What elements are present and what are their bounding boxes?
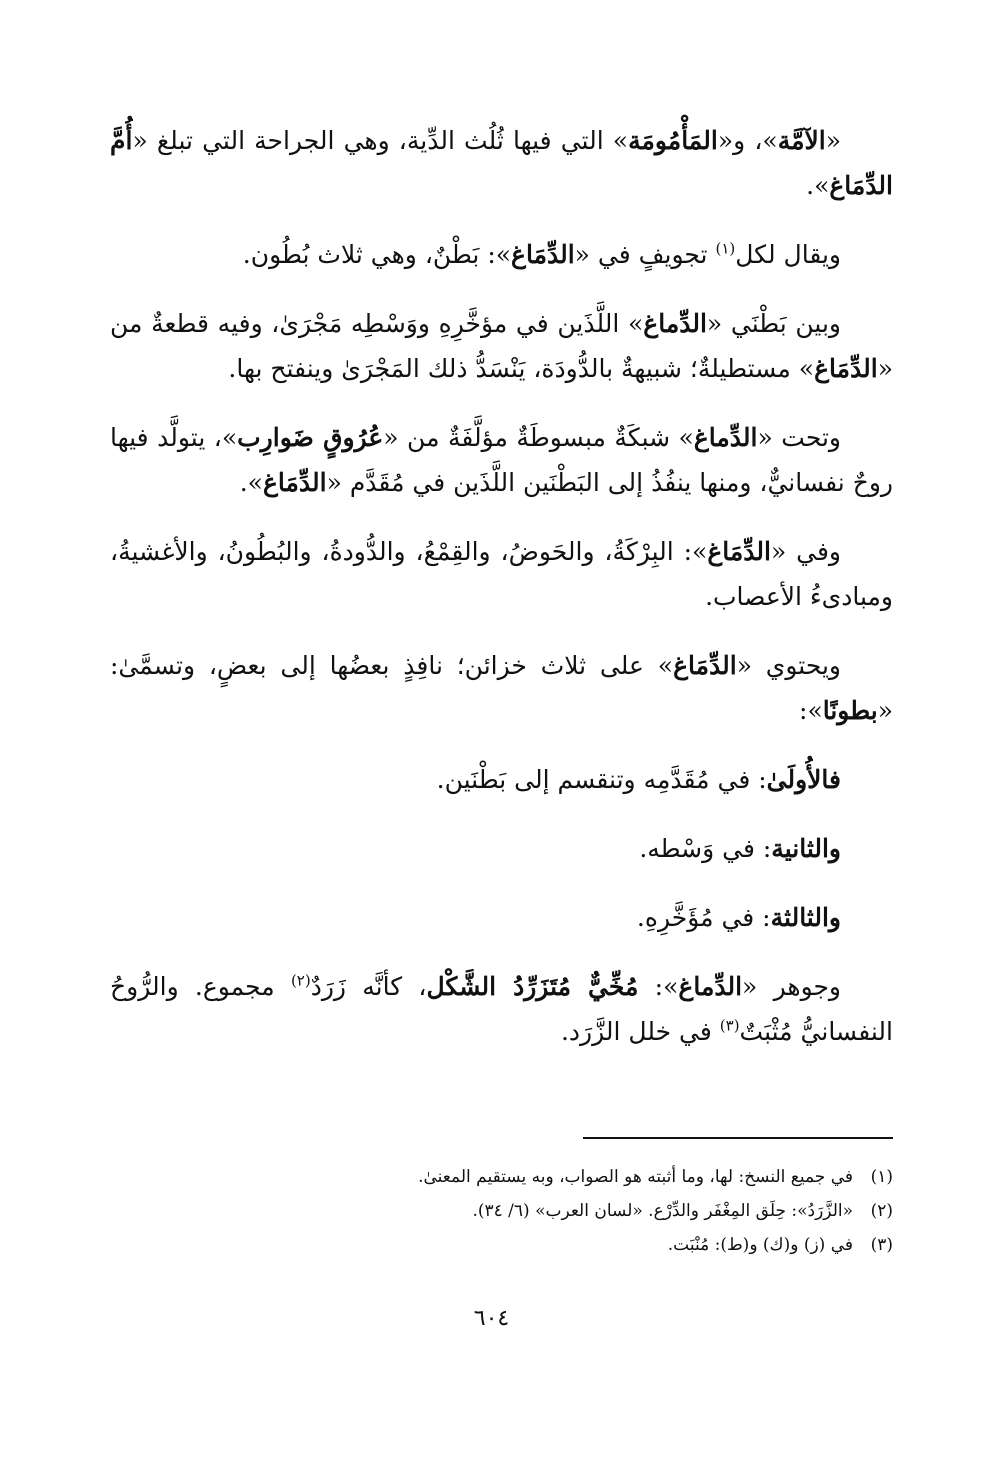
text-segment: وبين بَطْنَي « xyxy=(706,309,841,338)
text-segment: ويحتوي « xyxy=(736,651,841,680)
term-bold: الدِّمَاغ xyxy=(673,651,737,680)
list-item-first xyxy=(110,757,893,802)
list-text: : في مُقَدَّمِه وتنقسم إلى بَطْنَين. xyxy=(436,765,767,794)
list-item-second xyxy=(110,826,893,871)
term-bold: الدِّمَاغ xyxy=(707,537,771,566)
text-segment: »: xyxy=(638,972,679,1001)
footnote-divider xyxy=(583,1137,893,1139)
footnote-text: في جميع النسخ: لها، وما أثبته هو الصواب، وبه يستقيم المعنىٰ. xyxy=(418,1167,853,1187)
footnote-text: «الزَّرَدُ»: حِلَق المِغْفَر والدِّرْع. «لسان العرب» (٦/ ٣٤). xyxy=(472,1201,853,1221)
term-bold: الآمَّة xyxy=(777,126,826,155)
text-segment: »، يتولَّد فيها روحٌ نفسانيٌّ، ومنها ينفُذُ إلى البَطْنَين اللَّذَين في مُقَدَّم « xyxy=(110,423,893,497)
text-segment: في خلل الزَّرَد. xyxy=(560,1017,720,1046)
text-segment: ، كأنَّه زَرَدٌ xyxy=(310,972,427,1001)
list-text: : في وَسْطه. xyxy=(639,834,772,863)
list-label: والثالثة xyxy=(770,903,841,932)
footnote-1 xyxy=(110,1160,893,1194)
text-segment: ويقال لكل xyxy=(735,240,841,269)
term-bold: أُمَّ الدِّمَاغ xyxy=(110,126,893,200)
text-segment: « xyxy=(825,126,841,155)
text-segment: وجوهر « xyxy=(742,972,842,1001)
term-bold: عُرُوقٍ ضَوارِب xyxy=(237,423,384,452)
text-segment: » على ثلاث خزائن؛ نافِذٍ بعضُها إلى بعضٍ، وتسمَّىٰ: « xyxy=(110,651,893,725)
footnote-marker: (٢) xyxy=(290,971,311,990)
term-bold: الدِّماغ xyxy=(643,309,707,338)
footnotes xyxy=(110,1160,893,1262)
list-label: والثانية xyxy=(771,834,841,863)
text-segment: مجموع. والرُّوحُ النفسانيُّ مُثْبَتٌ xyxy=(110,972,893,1046)
list-label: فالأُولَىٰ xyxy=(766,765,841,794)
term-bold: الدِّماغ xyxy=(678,972,743,1001)
text-segment: » مستطيلةٌ؛ شبيهةٌ بالدُّودَة، يَنْسَدُّ ذلك المَجْرَىٰ وينفتح بها. xyxy=(228,354,815,383)
term-bold: المَأْمُومَة xyxy=(628,126,718,155)
page-number: ٦٠٤ xyxy=(473,1306,510,1331)
term-bold: بطونًا xyxy=(822,696,878,725)
text-segment: »، و« xyxy=(717,126,778,155)
text-segment: »: xyxy=(799,696,823,725)
text-segment: »: بَطْنٌ، وهي ثلاث بُطُون. xyxy=(242,240,512,269)
list-item-third xyxy=(110,895,893,940)
text-segment: » اللَّذَين في مؤخَّرِهِ ووَسْطِه مَجْرَىٰ، وفيه قطعةٌ من « xyxy=(110,309,893,383)
paragraph-4 xyxy=(110,415,893,505)
text-segment: وتحت « xyxy=(757,423,841,452)
footnote-marker: (٣) xyxy=(719,1016,740,1035)
main-text xyxy=(110,118,893,1078)
footnote-number: (٢) xyxy=(870,1201,893,1221)
text-segment: ». xyxy=(806,171,830,200)
paragraph-1 xyxy=(110,118,893,208)
paragraph-5 xyxy=(110,529,893,619)
footnote-number: (١) xyxy=(870,1167,893,1187)
paragraph-6 xyxy=(110,643,893,733)
footnote-3 xyxy=(110,1228,893,1262)
footnote-number: (٣) xyxy=(870,1235,893,1255)
text-segment: وفي « xyxy=(770,537,841,566)
footnote-marker: (١) xyxy=(715,239,736,258)
text-segment: » شبكَةٌ مبسوطَةٌ مؤلَّفَةٌ من « xyxy=(383,423,694,452)
paragraph-7 xyxy=(110,964,893,1054)
term-bold: الدِّمَاغ xyxy=(511,240,575,269)
paragraph-2 xyxy=(110,232,893,277)
text-segment: ». xyxy=(239,468,263,497)
term-bold: الدِّماغ xyxy=(693,423,758,452)
term-bold: مُخِّيٌّ مُتَزَرِّدُ الشَّكْل xyxy=(426,972,639,1001)
paragraph-3 xyxy=(110,301,893,391)
text-segment: » التي فيها ثُلُث الدِّية، وهي الجراحة التي تبلغ « xyxy=(132,126,629,155)
text-segment: »: البِرْكَةُ، والحَوضُ، والقِمْعُ، والدُّودةُ، والبُطُونُ، والأغشيةُ، ومبادىءُ الأعصاب. xyxy=(110,537,893,611)
list-text: : في مُؤَخَّرِهِ. xyxy=(636,903,771,932)
text-segment: تجويفٍ في « xyxy=(574,240,716,269)
footnote-text: في (ز) و(ك) و(ط): مُنْبَت. xyxy=(667,1235,853,1255)
footnote-2 xyxy=(110,1194,893,1228)
term-bold: الدِّمَاغ xyxy=(262,468,327,497)
term-bold: الدِّمَاغ xyxy=(814,354,878,383)
